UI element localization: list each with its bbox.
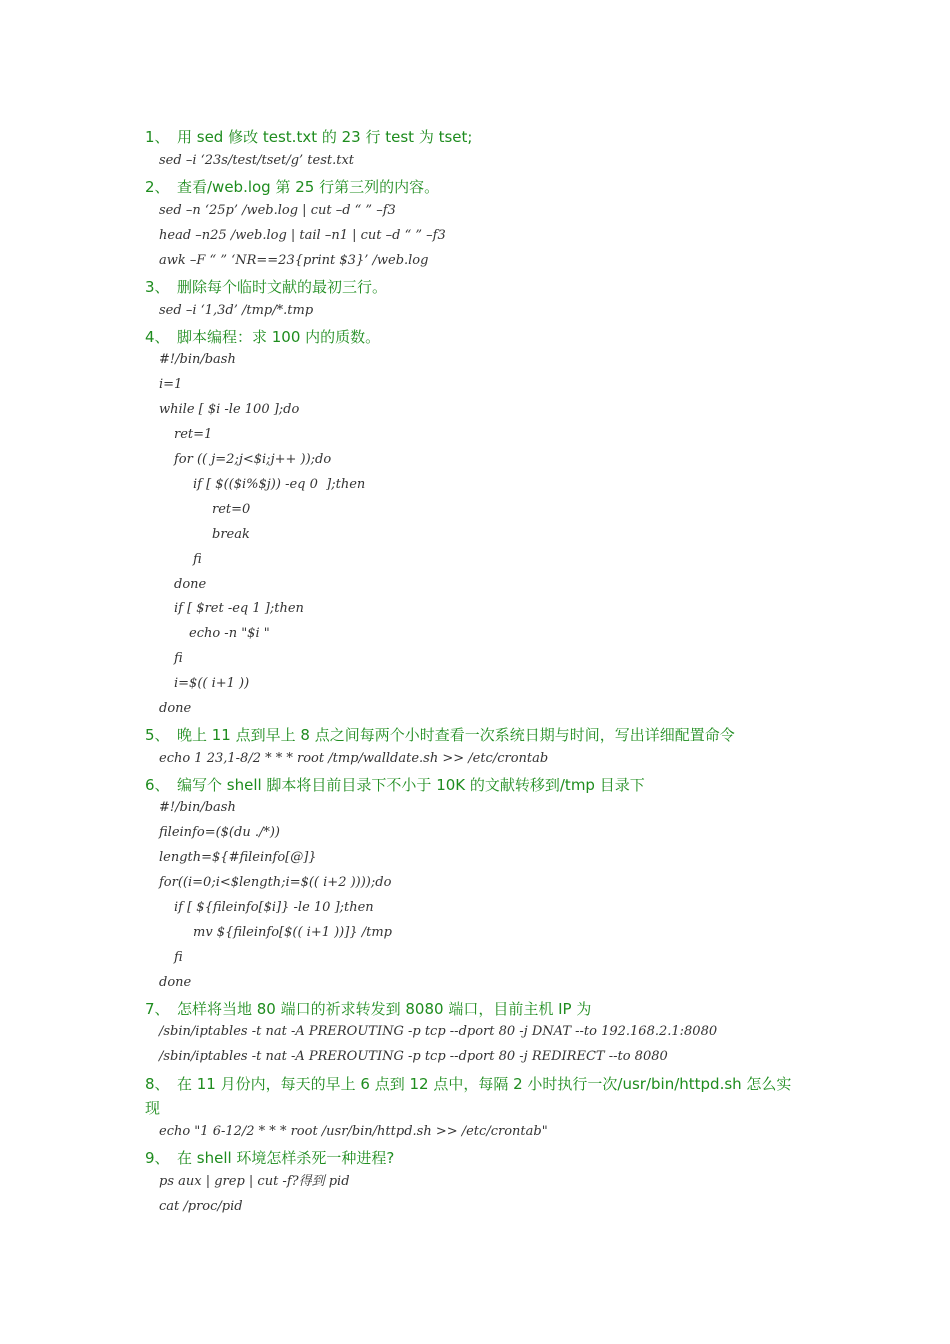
code-line: if [ $(($i%$j)) -eq 0 ];then (193, 477, 366, 492)
question-number: 6、 (145, 776, 170, 794)
code-line: head –n25 /web.log | tail –n1 | cut –d “ ” –f3 (159, 228, 446, 243)
code-line: i=$(( i+1 )) (174, 676, 250, 691)
code-line: fi (174, 651, 183, 666)
code-line: mv ${fileinfo[$(( i+1 ))]} /tmp (193, 925, 392, 940)
code-line: /sbin/iptables -t nat -A PREROUTING -p tcp --dport 80 -j DNAT --to 192.168.2.1:8080 (159, 1024, 718, 1039)
code-line: if [ ${fileinfo[$i]} -le 10 ];then (174, 900, 374, 915)
question-text: 脚本编程：求 100 内的质数。 (177, 328, 381, 346)
question-number: 3、 (145, 278, 170, 296)
code-line: sed –n ‘25p’ /web.log | cut –d “ ” –f3 (159, 203, 396, 218)
code-line: echo -n "$i " (189, 626, 270, 641)
question-text: 在 11 月份内，每天的早上 6 点到 12 点中，每隔 2 小时执行一次/usr/bin/httpd.sh 怎么实 (177, 1075, 792, 1093)
question-number: 1、 (145, 128, 170, 146)
code-line: while [ $i -le 100 ];do (159, 402, 300, 417)
code-line: ps aux | grep | cut -f?得到 pid (159, 1174, 350, 1189)
question-text: 用 sed 修改 test.txt 的 23 行 test 为 tset; (177, 128, 473, 146)
code-line: if [ $ret -eq 1 ];then (174, 601, 304, 616)
code-line: i=1 (159, 377, 183, 392)
code-line: awk –F “ ” ‘NR==23{print $3}’ /web.log (159, 253, 429, 268)
code-line: ret=0 (212, 502, 251, 517)
code-line: done (174, 577, 207, 592)
code-line: fi (193, 552, 202, 567)
code-line: length=${#fileinfo[@]} (159, 850, 317, 865)
question-8 (145, 1074, 805, 1094)
code-line: #!/bin/bash (159, 800, 236, 815)
code-line: break (212, 527, 250, 542)
question-number: 8、 (145, 1075, 170, 1093)
question-number: 9、 (145, 1149, 170, 1167)
code-line: #!/bin/bash (159, 352, 236, 367)
question-text: 查看/web.log 第 25 行第三列的内容。 (177, 178, 440, 196)
question-9 (145, 1148, 805, 1168)
code-line: sed –i ‘23s/test/tset/g’ test.txt (159, 153, 355, 168)
code-line: for((i=0;i<$length;i=$(( i+2 ))));do (159, 875, 392, 890)
code-line: sed –i ‘1,3d’ /tmp/*.tmp (159, 303, 314, 318)
code-line: ret=1 (174, 427, 213, 442)
question-number: 4、 (145, 328, 170, 346)
code-line: for (( j=2;j<$i;j++ ));do (174, 452, 332, 467)
question-text: 现 (145, 1099, 161, 1117)
question-number: 5、 (145, 726, 170, 744)
code-line: done (159, 701, 192, 716)
question-8-continuation (145, 1098, 805, 1118)
question-2 (145, 177, 805, 197)
question-4 (145, 327, 805, 347)
question-text: 晚上 11 点到早上 8 点之间每两个小时查看一次系统日期与时间，写出详细配置命令 (177, 726, 735, 744)
question-text: 编写个 shell 脚本将目前目录下不小于 10K 的文献转移到/tmp 目录下 (177, 776, 645, 794)
question-1 (145, 127, 805, 147)
question-5 (145, 725, 805, 745)
code-line: /sbin/iptables -t nat -A PREROUTING -p tcp --dport 80 -j REDIRECT --to 8080 (159, 1049, 668, 1064)
question-text: 怎样将当地 80 端口的祈求转发到 8080 端口，目前主机 IP 为 (177, 1000, 592, 1018)
question-number: 2、 (145, 178, 170, 196)
question-text: 删除每个临时文献的最初三行。 (177, 278, 388, 296)
code-line: done (159, 975, 192, 990)
question-3 (145, 277, 805, 297)
question-6 (145, 775, 805, 795)
question-number: 7、 (145, 1000, 170, 1018)
question-7 (145, 999, 805, 1019)
code-line: cat /proc/pid (159, 1199, 243, 1214)
question-text: 在 shell 环境怎样杀死一种进程? (177, 1149, 395, 1167)
code-line: fi (174, 950, 183, 965)
code-line: echo "1 6-12/2 * * * root /usr/bin/httpd.sh >> /etc/crontab" (159, 1124, 548, 1139)
code-line: echo 1 23,1-8/2 * * * root /tmp/walldate.sh >> /etc/crontab (159, 751, 549, 766)
code-line: fileinfo=($(du ./*)) (159, 825, 280, 840)
